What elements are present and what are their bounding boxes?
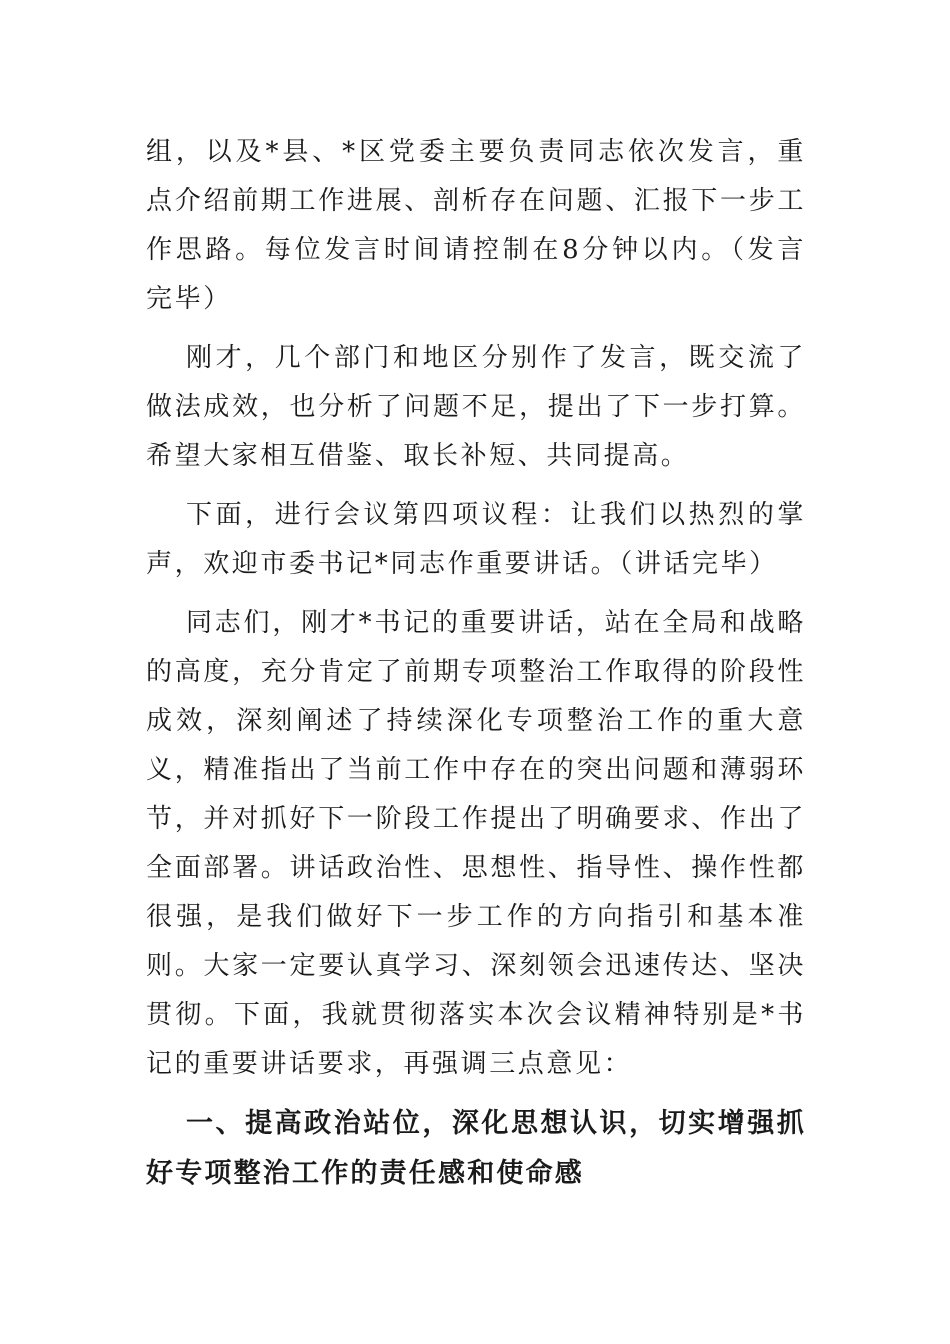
document-body xyxy=(146,128,806,1199)
paragraph-agenda-item-four: 下面，进行会议第四项议程：让我们以热烈的掌声，欢迎市委书记*同志作重要讲话。（讲话完毕） xyxy=(146,500,806,579)
section-heading-one: 一、提高政治站位，深化思想认识，切实增强抓好专项整治工作的责任感和使命感 xyxy=(146,1108,806,1189)
paragraph-speech-remarks: 同志们，刚才*书记的重要讲话，站在全局和战略的高度，充分肯定了前期专项整治工作取得的阶段性成效，深刻阐述了持续深化专项整治工作的重大意义，精准指出了当前工作中存在的突出问题和薄弱环节，并对抓好下一阶段工作提出了明确要求、作出了全面部署。讲话政治性、思想性、指导性、操作性都很强，是我们做好下一步工作的方向指引和基本准则。大家一定要认真学习、深刻领会迅速传达、坚决贯彻。下面，我就贯彻落实本次会议精神特别是*书记的重要讲话要求，再强调三点意见： xyxy=(146,608,806,1079)
paragraph-continuation: 组，以及*县、*区党委主要负责同志依次发言，重点介绍前期工作进展、剖析存在问题、汇报下一步工作思路。每位发言时间请控制在8分钟以内。（发言完毕） xyxy=(146,137,806,314)
paragraph-summary: 刚才，几个部门和地区分别作了发言，既交流了做法成效，也分析了问题不足，提出了下一步打算。希望大家相互借鉴、取长补短、共同提高。 xyxy=(146,343,806,471)
